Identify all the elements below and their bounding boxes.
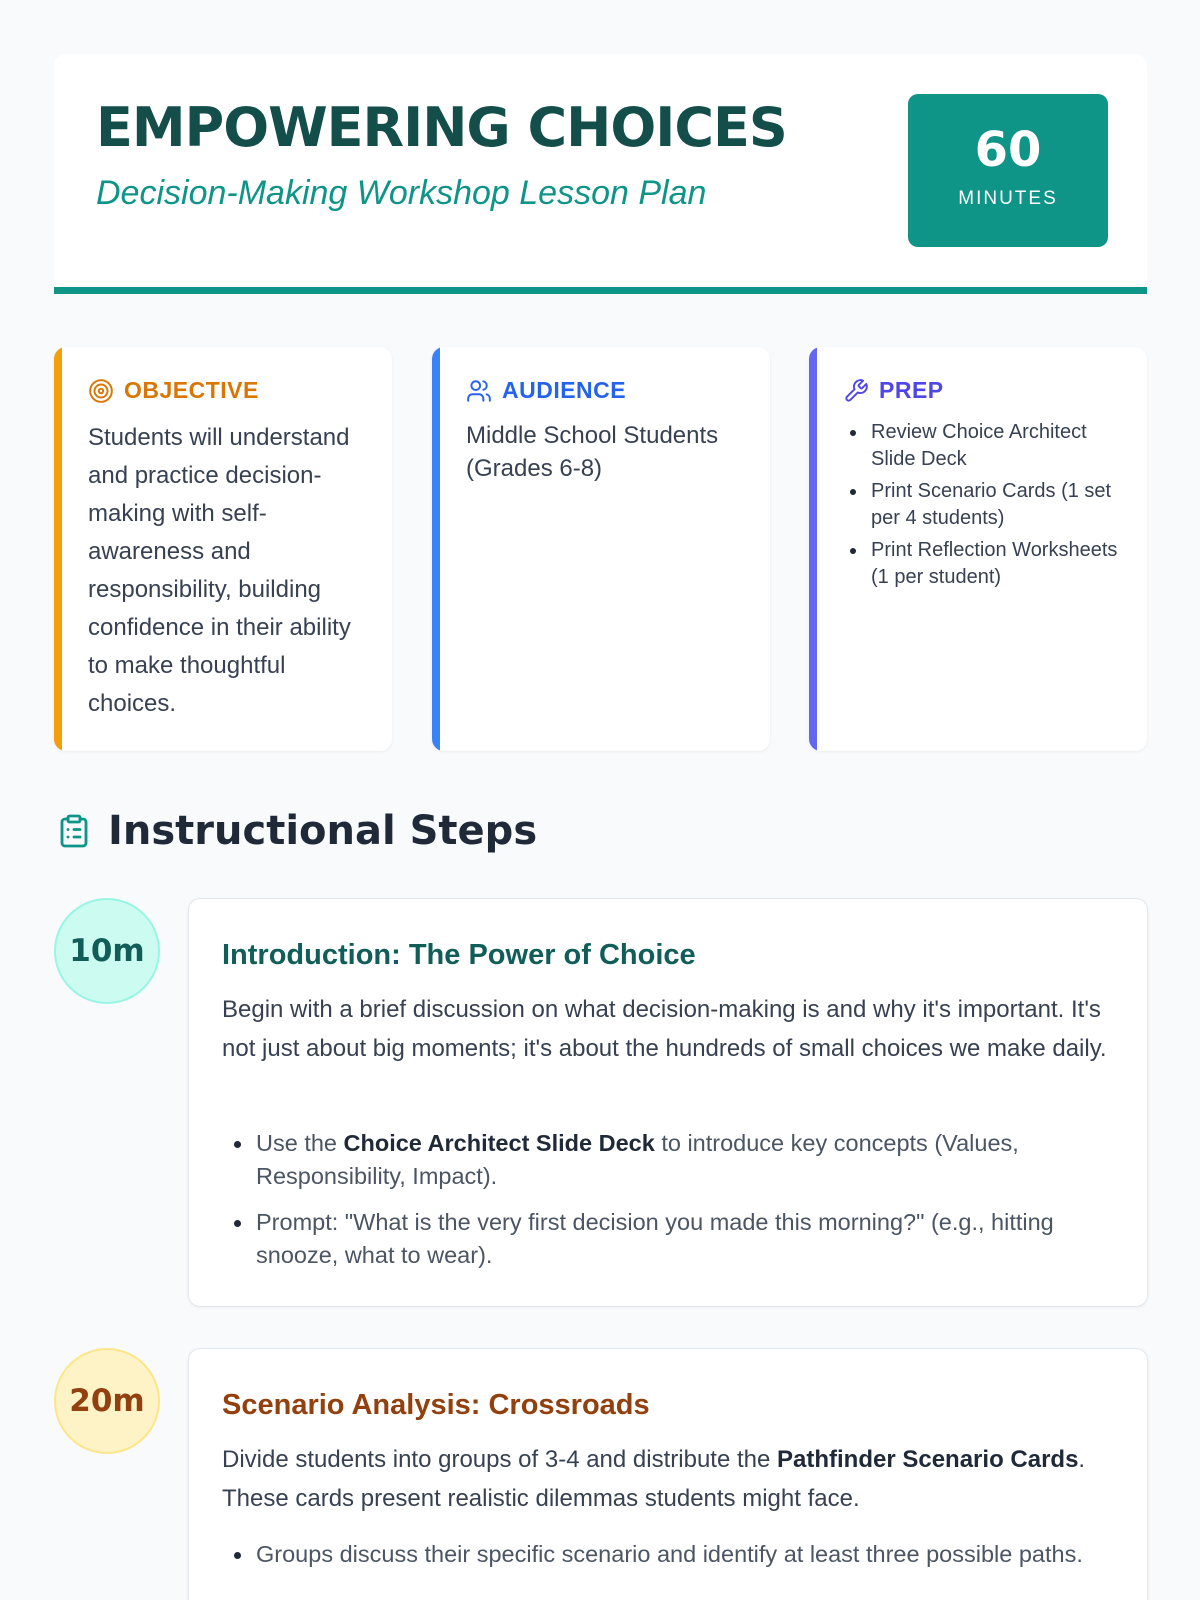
duration-value: 60 xyxy=(974,122,1042,178)
prep-item: Print Reflection Worksheets (1 per student) xyxy=(843,537,1133,591)
step-description xyxy=(222,1441,1117,1518)
bullet-text: Use the xyxy=(256,1130,344,1156)
step-duration-badge: 10m xyxy=(54,898,160,1004)
section-title: Instructional Steps xyxy=(108,808,538,854)
users-icon xyxy=(466,378,492,404)
duration-unit: MINUTES xyxy=(958,188,1058,209)
wrench-icon xyxy=(843,378,869,404)
material-name: Choice Architect Slide Deck xyxy=(343,1130,655,1156)
audience-label: AUDIENCE xyxy=(502,377,627,403)
prep-card xyxy=(809,347,1147,751)
lesson-header xyxy=(54,54,1147,294)
duration-badge xyxy=(908,94,1108,247)
step-bullet xyxy=(222,1127,1117,1193)
objective-text: Students will understand and practice decision-making with self-awareness and responsibility, building confidence in their ability to make thoughtful choices. xyxy=(88,424,351,717)
prep-item: Review Choice Architect Slide Deck xyxy=(843,419,1133,473)
objective-header xyxy=(88,377,259,404)
prep-accent-bar xyxy=(809,347,817,751)
step-title: Introduction: The Power of Choice xyxy=(222,939,696,971)
step-bullets xyxy=(222,1127,1117,1285)
section-heading xyxy=(56,808,537,854)
description-text: Divide students into groups of 3-4 and distribute the xyxy=(222,1446,777,1473)
clipboard-list-icon xyxy=(56,811,92,851)
page-title: EMPOWERING CHOICES xyxy=(96,96,787,159)
objective-accent-bar xyxy=(54,347,62,751)
page-subtitle: Decision-Making Workshop Lesson Plan xyxy=(96,174,707,212)
material-name: Pathfinder Scenario Cards xyxy=(777,1446,1079,1473)
objective-label: OBJECTIVE xyxy=(124,377,259,403)
step-title: Scenario Analysis: Crossroads xyxy=(222,1389,650,1421)
bullet-text: to introduce key concepts (Values, Responsibility, Impact). xyxy=(256,1130,1019,1189)
step-bullet: Groups discuss their specific scenario and identify at least three possible paths. xyxy=(222,1538,1117,1571)
prep-list xyxy=(843,419,1133,596)
target-icon xyxy=(88,378,114,404)
objective-card xyxy=(54,347,392,751)
description-text: . These cards present realistic dilemmas students might face. xyxy=(222,1446,1086,1512)
audience-header xyxy=(466,377,626,404)
prep-item: Print Scenario Cards (1 set per 4 students) xyxy=(843,478,1133,532)
prep-label: PREP xyxy=(879,377,944,403)
audience-accent-bar xyxy=(432,347,440,751)
prep-header xyxy=(843,377,944,404)
step-description: Begin with a brief discussion on what decision-making is and why it's important. It's not just about big moments; it's about the hundreds of small choices we make daily. xyxy=(222,996,1107,1062)
audience-card xyxy=(432,347,770,751)
step-bullet: Prompt: "What is the very first decision you made this morning?" (e.g., hitting snooze, what to wear). xyxy=(222,1206,1117,1272)
step-card xyxy=(188,1348,1148,1600)
audience-text: Middle School Students (Grades 6-8) xyxy=(466,422,719,482)
step-duration-badge: 20m xyxy=(54,1348,160,1454)
step-card xyxy=(188,898,1148,1307)
step-bullets xyxy=(222,1538,1117,1584)
